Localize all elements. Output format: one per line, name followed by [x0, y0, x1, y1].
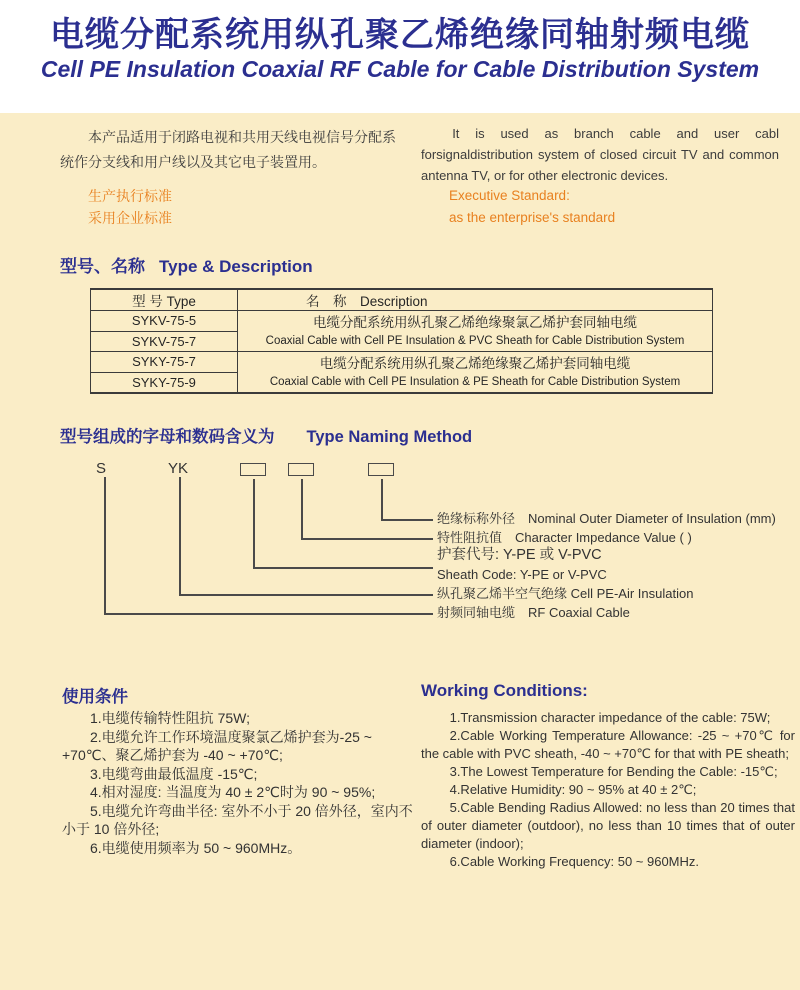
connector-line-impedance — [301, 538, 433, 540]
table-row — [91, 352, 713, 373]
connector-line-insulation — [179, 477, 181, 594]
connector-line-sheath — [253, 479, 255, 567]
table-header-description: 名 称 Description — [238, 289, 713, 311]
description-cell: 电缆分配系统用纵孔聚乙烯绝缘聚氯乙烯护套同轴电缆 — [313, 315, 637, 330]
type-cell: SYKV-75-5 — [91, 311, 238, 332]
description-cell: 电缆分配系统用纵孔聚乙烯绝缘聚乙烯护套同轴电缆 — [319, 356, 631, 371]
section-heading-type-naming-en: Type Naming Method — [306, 428, 473, 446]
standards-zh — [88, 185, 172, 229]
section-heading-working-conditions-en: Working Conditions: — [421, 681, 588, 700]
type-cell: SYKV-75-7 — [91, 331, 238, 352]
intro-paragraph-zh: 本产品适用于闭路电视和共用天线电视信号分配系统作分支线和用户线以及其它电子装置用。 — [60, 129, 396, 170]
connector-line-rf-cable — [104, 613, 433, 615]
section-heading-type-description — [60, 252, 313, 277]
connector-line-diameter — [381, 519, 433, 521]
table-row — [91, 331, 713, 352]
production-standard-label: 生产执行标准 — [88, 188, 172, 204]
adopted-standard-label: 采用企业标准 — [88, 210, 172, 226]
connector-line-rf-cable — [104, 477, 106, 613]
table-row — [91, 311, 713, 332]
naming-label-insulation: 纵孔聚乙烯半空气绝缘 Cell PE-Air Insulation — [437, 586, 694, 601]
list-item: 4.Relative Humidity: 90 ~ 95% at 40 ± 2℃; — [449, 782, 697, 797]
table-header-row — [91, 289, 713, 311]
list-item: 3.The Lowest Temperature for Bending the Cable: -15℃; — [449, 764, 778, 779]
table-row — [91, 372, 713, 393]
connector-line-sheath — [253, 567, 433, 569]
naming-label-sheath-zh: 护套代号: Y-PE 或 V-PVC — [437, 547, 602, 563]
code-letters-yk: YK — [168, 460, 189, 477]
digit-box-sheath-code — [240, 463, 266, 476]
list-item: 2.Cable Working Temperature Allowance: -25 ~ +70℃ for the cable with PVC sheath, -40 ~ +70℃ for that with PE sheath; — [421, 728, 795, 761]
page-title-zh: 电缆分配系统用纵孔聚乙烯绝缘同轴射频电缆 — [50, 16, 750, 54]
list-item: 6.Cable Working Frequency: 50 ~ 960MHz. — [449, 854, 700, 869]
code-letter-s: S — [96, 460, 107, 477]
naming-label-impedance: 特性阻抗值 Character Impedance Value ( ) — [437, 530, 692, 545]
enterprise-standard-label: as the enterprise's standard — [449, 210, 616, 225]
page-body — [0, 113, 800, 990]
digit-box-impedance — [288, 463, 314, 476]
connector-line-impedance — [301, 479, 303, 538]
list-item: 2.电缆允许工作环境温度聚氯乙烯护套为-25 ~ +70℃、聚乙烯护套为 -40 ~ +70℃; — [62, 728, 372, 763]
section-heading-type-naming-zh: 型号组成的字母和数码含义为 — [60, 428, 275, 446]
section-heading-usage-conditions-zh: 使用条件 — [62, 688, 128, 706]
standards-en — [449, 185, 615, 229]
type-table — [90, 288, 713, 394]
naming-label-sheath-en: Sheath Code: Y-PE or V-PVC — [437, 567, 607, 582]
description-cell: Coaxial Cable with Cell PE Insulation & PVC Sheath for Cable Distribution System — [238, 331, 713, 352]
intro-paragraph-en: It is used as branch cable and user cabl forsignaldistribution system of closed circuit TV and common antenna TV, or for other electronic devices. — [421, 126, 779, 183]
usage-conditions-list-zh — [62, 709, 414, 857]
naming-diagram — [0, 455, 800, 635]
working-conditions-list-en — [421, 709, 795, 871]
type-cell: SYKY-75-9 — [91, 372, 238, 393]
section-heading-type-description-en: Type & Description — [159, 257, 313, 276]
connector-line-insulation — [179, 594, 433, 596]
list-item: 4.相对湿度: 当温度为 40 ± 2℃时为 90 ~ 95%; — [90, 784, 376, 800]
digit-box-diameter — [368, 463, 394, 476]
connector-line-diameter — [381, 479, 383, 519]
section-heading-type-description-zh: 型号、名称 — [60, 257, 145, 276]
list-item: 1.Transmission character impedance of the cable: 75W; — [449, 710, 771, 725]
page-header — [0, 0, 800, 113]
list-item: 5.电缆允许弯曲半径: 室外不小于 20 倍外径，室内不小于 10 倍外径; — [62, 802, 413, 837]
list-item: 1.电缆传输特性阻抗 75W; — [90, 710, 250, 726]
description-cell: Coaxial Cable with Cell PE Insulation & PE Sheath for Cable Distribution System — [238, 372, 713, 393]
naming-label-diameter: 绝缘标称外径 Nominal Outer Diameter of Insulation (mm) — [437, 511, 776, 526]
type-cell: SYKY-75-7 — [91, 352, 238, 373]
page-title-en: Cell PE Insulation Coaxial RF Cable for Cable Distribution System — [40, 56, 760, 82]
list-item: 6.电缆使用频率为 50 ~ 960MHz。 — [90, 839, 302, 856]
executive-standard-label: Executive Standard: — [449, 188, 570, 203]
type-table-container — [90, 288, 713, 394]
list-item: 3.电缆弯曲最低温度 -15℃; — [90, 765, 258, 782]
table-header-type: 型 号 Type — [91, 289, 238, 311]
naming-label-rf-cable: 射频同轴电缆 RF Coaxial Cable — [437, 605, 630, 620]
section-heading-type-naming — [60, 423, 472, 447]
list-item: 5.Cable Bending Radius Allowed: no less than 20 times that of outer diameter (outdoor), no less than 10 times that of outer diameter (indoor); — [421, 800, 795, 851]
